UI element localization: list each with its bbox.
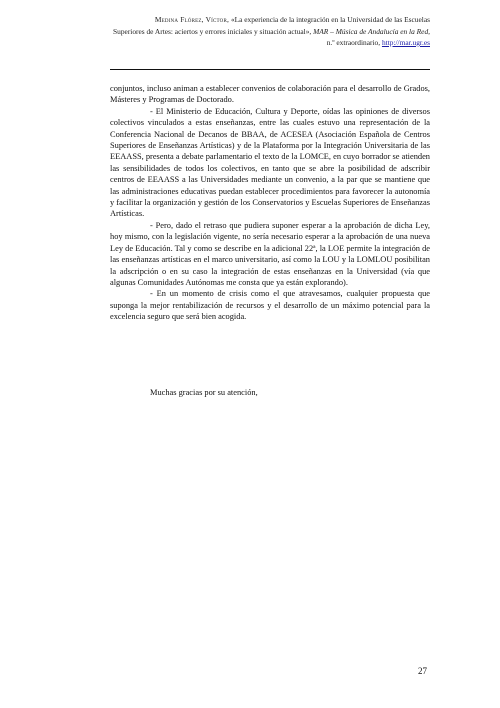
header-issue: n.º extraordinario,: [326, 38, 381, 47]
header-journal: MAR – Música de Andalucía en la Red,: [313, 26, 430, 36]
paragraph-3: - Pero, dado el retraso que pudiera suponer esperar a la aprobación de dicha Ley, hoy mismo, con la legislación vigente, no sería necesario esperar a la aprobación de una nueva Ley de Educación. Tal y como se describe en la adicional 22ª, la LOE permite la integración de las enseñanzas artísticas en el marco universitario, así como la LOU y la LOMLOU posibilitan la adscripción o en su caso la integración de estas enseñanzas en la Universidad (vía que algunas Comunidades Autónomas me consta que ya están explorando).: [110, 220, 430, 287]
header-title-line1: «La experiencia de la integración en la Universidad de las Escuelas: [230, 15, 430, 24]
body-text: [110, 83, 430, 323]
page-number: 27: [418, 666, 427, 676]
header-link[interactable]: http://mar.ugr.es: [381, 38, 430, 47]
paragraph-1: conjuntos, incluso animan a establecer convenios de colaboración para el desarrollo de Grados, Másteres y Programas de Doctorado.: [110, 84, 430, 105]
paragraph-4: - En un momento de crisis como el que atravesamos, cualquier propuesta que suponga la mejor rentabilización de recursos y el desarrollo de un máximo potencial para la excelencia seguro que será bien acogida.: [110, 289, 430, 322]
header-title-line2: Superiores de Artes: aciertos y errores iniciales y situación actual»,: [113, 26, 312, 36]
header-rule: [110, 69, 430, 70]
paragraph-2: - El Ministerio de Educación, Cultura y Deporte, oídas las opiniones de diversos colectivos vinculados a estas enseñanzas, entre las cuales estuvo una representación de la Conferencia Nacional de Decanos de BBAA, de ACESEA (Asociación Española de Centros Superiores de Enseñanzas Artísticas) y de la Plataforma por la Integración Universitaria de las EEAASS, presenta a debate parlamentario el texto de la LOMCE, en cuyo borrador se atienden las sensibilidades de todos los colectivos, en tanto que se abre la posibilidad de adscribir centros de EEAASS a las Universidades mediante un convenio, a la par que se mantiene que las administraciones educativas puedan establecer procedimientos para favorecer la autonomía y facilitar la organización y gestión de los Conservatorios y Escuelas Superiores de Enseñanzas Artísticas.: [110, 106, 430, 219]
header-author: Medina Flórez, Víctor,: [154, 15, 230, 24]
closing-line: Muchas gracias por su atención,: [150, 388, 258, 397]
running-header: [100, 14, 430, 49]
